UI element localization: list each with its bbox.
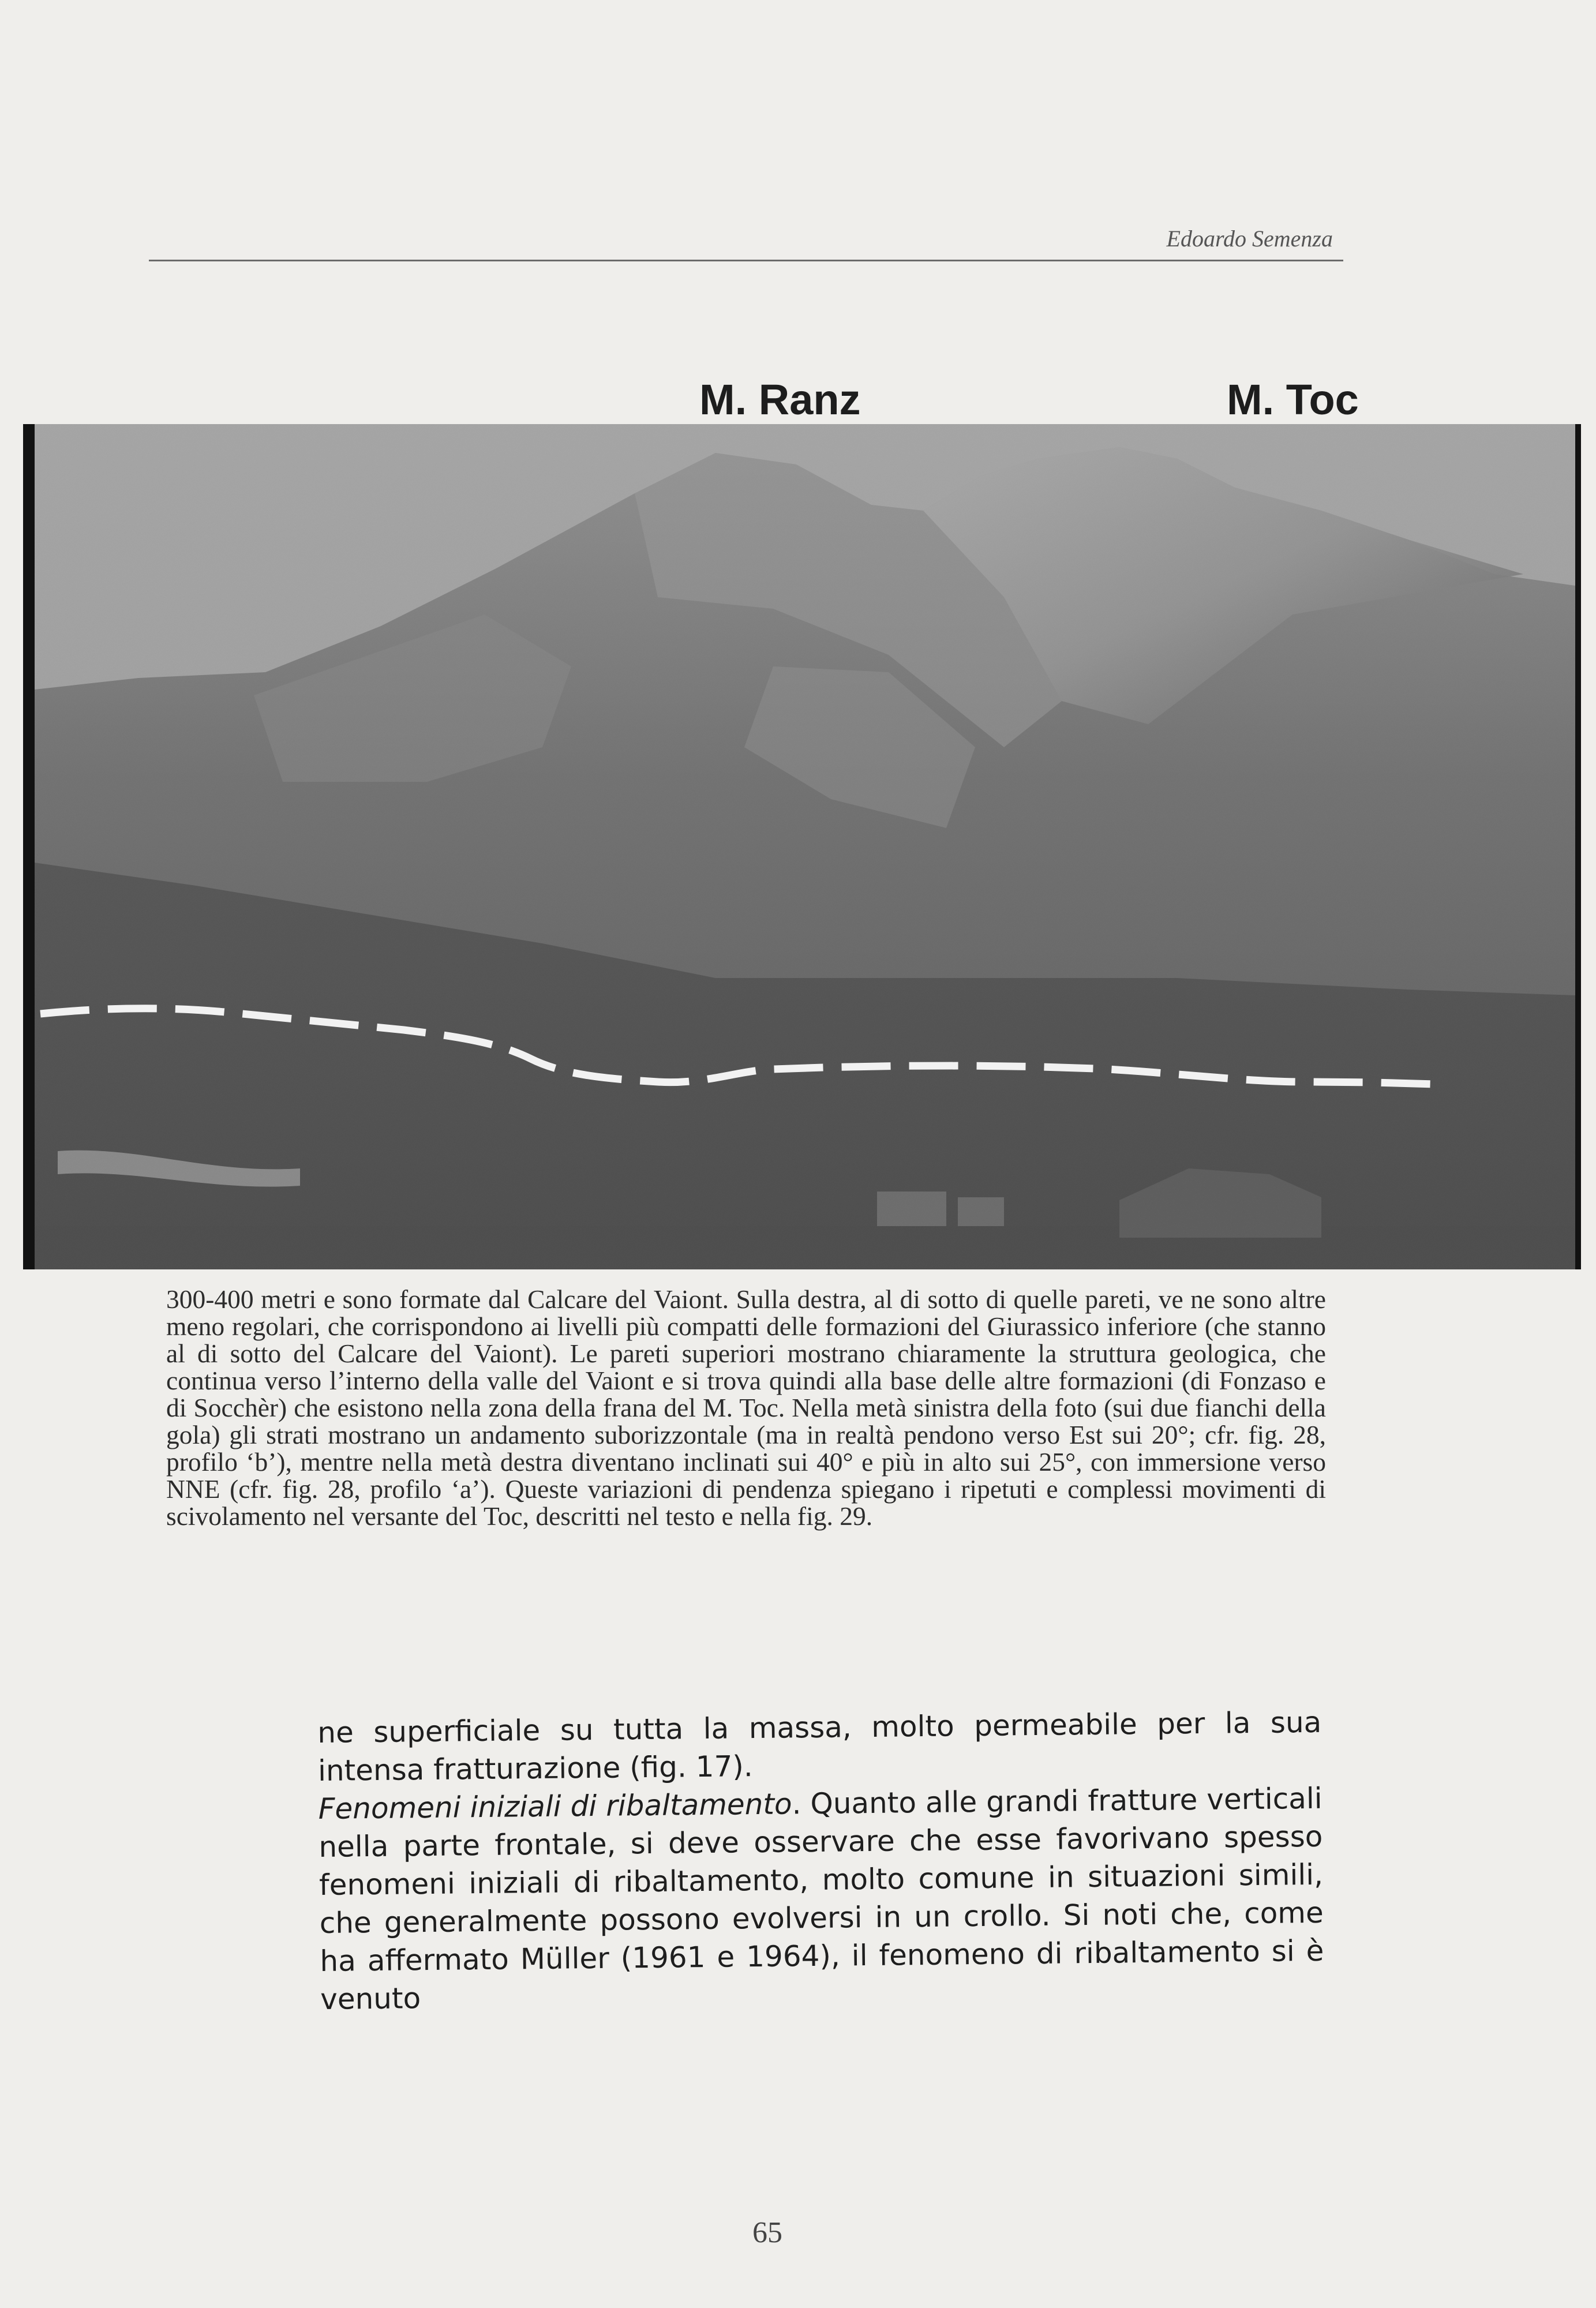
body-paragraph-1: ne superficiale su tutta la massa, molto permeabile per la sua intensa fratturazione (fig. 17). [317,1705,1322,1788]
page-number: 65 [752,2216,782,2249]
figure-caption: 300-400 metri e sono formate dal Calcare del Vaiont. Sulla destra, al di sotto di quelle pareti, ve ne sono altre meno regolari, che corrispondono ai livelli più compatti delle formazioni del Giurassico inferiore (che stanno al di sotto del Calcare del Vaiont). Le pareti superiori mostrano chiaramente la struttura geologica, che continua verso l’interno della valle del Vaiont e si trova quindi alla base delle altre formazioni (di Fonzaso e di Socchèr) che esistono nella zona della frana del M. Toc. Nella metà sinistra della foto (sui due fianchi della gola) gli strati mostrano un andamento suborizzontale (ma in realtà pendono verso Est sui 20°; cfr. fig. 28, profilo ‘b’), mentre nella metà destra diventano inclinati sui 40° e più in alto sui 25°, con immersione verso NNE (cfr. fig. 28, profilo ‘a’). Queste variazioni di pendenza spiegano i ripetuti e complessi movimenti di scivolamento nel versante del Toc, descritti nel testo e nella fig. 29. [166,1284,1326,1531]
figure-label-ranz: M. Ranz [699,376,861,424]
figure-label-toc: M. Toc [1227,376,1359,424]
mountain-photo [23,424,1581,1269]
section-heading: Fenomeni iniziali di ribaltamento [318,1787,792,1826]
body-paragraph-2: . Quanto alle grandi fratture verticali nella parte frontale, si deve osservare che esse favorivano spesso fenomeni iniziali di ribaltamento, molto comune in situazioni simili, che generalmente possono evolversi in un crollo. Si noti che, come ha affermato Müller (1961 e 1964), il fenomeno di ribaltamento si è venuto [319,1781,1324,2016]
header-rule [149,260,1343,261]
body-text [317,1703,1324,2018]
running-head-author: Edoardo Semenza [1166,226,1333,252]
